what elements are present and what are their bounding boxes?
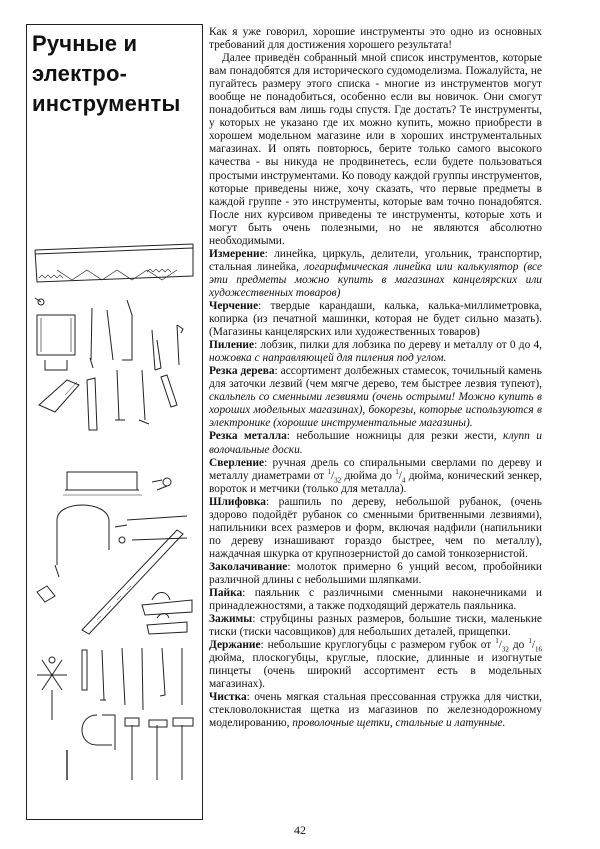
long-saw-drawing [37,530,183,634]
intro-paragraph-1 [209,26,542,52]
drilling-text-1: : ручная дрель со спиральными сверлами по дереву и металлу диаметрами от [209,456,542,482]
measuring-text: : линейка, циркуль, делители, угольник, транспортир, стальная линейка, [209,247,542,273]
drawing-text: : твердые карандаши, калька, калька-миллиметровка, копирка (из печатной машинки, которая не будет сильно мазать). (Магазины канцелярских или художественных товаров) [209,299,542,339]
grinding-heading: Шлифовка [209,495,266,508]
measuring-optional: логарифмическая линейка или калькулятор (все эти предметы можно купить в магазинах канцелярских или художественных товаров) [209,260,542,299]
fraction-numerator: 1 [528,637,532,646]
wood-cutting-text: : ассортимент долбежных стамесок, точильный камень для заточки лезвий (чем мягче дерево, тем быстрее лезвия тупеют), [209,365,542,391]
intro-text-2: Далее приведён собранный мной список инструментов, которые вам понадобятся для исторического судомоделизма. Пожалуйста, не пугайтесь размеру этого списка - многие из инструментов могут вообще не понадобиться, особенно если вы новичок. Они смогут понадобиться вам лишь годы спустя. Где достать? Те инструменты, у которых не указано где их можно купить, можно приобрести в хорошем модельном магазине или в хороших инструментальных магазинах. И опять повторюсь, берите только самого высокого качества - вы никуда не продвинетесь, если будете пользоваться простыми инструментами. Ко поводу каждой группы инструментов, которые приведены ниже, хочу сказать, что первые предметы в каждой группе - это инструменты, которые вам точно понадобятся. После них курсивом приведены те инструменты, которые хоть и могут быть очень полезными, но не являются абсолютно необходимыми. [209,52,542,247]
cleaning-text: : очень мягкая стальная прессованная стружка для чистки, стекловолокнистая щетка из магазинов по железнодорожному моделированию, [209,691,542,730]
measuring-heading: Измерение [209,247,265,260]
section-soldering [209,587,542,613]
planes-drawing [142,593,192,635]
fraction-denominator: 16 [535,645,542,654]
wood-cutting-optional: скальпель со сменными лезвиями (очень острыми! Можно купить в хороших модельных магазинах), бокорезы, которые используются в электронике (хорошие инструментальные магазины). [209,391,542,430]
metal-cutting-optional: клупп и волочальные доски. [209,430,542,456]
fret-saw-drawing [63,472,171,495]
section-cleaning [209,691,542,730]
nailing-text: : молоток примерно 6 унций весом, пробойники различной длины с небольшими шляпками. [209,560,542,586]
metal-cutting-text: : небольшие ножницы для резки жести, [286,430,504,443]
hammers-drawing [125,718,193,780]
section-sawing [209,339,542,365]
fraction-denominator: 32 [334,475,342,484]
title-line-1: Ручные и [32,31,138,56]
page-number: 42 [294,823,306,837]
section-wood-cutting [209,365,542,430]
fraction-denominator: 4 [401,475,406,484]
bow-saw-drawing [35,244,193,282]
section-nailing [209,561,542,587]
section-metal-cutting [209,430,542,456]
clamps-text: : струбцины разных размеров, большие тиски, маленькие тиски (тиски часовщиков) для небольших деталей, прищепки. [209,613,542,639]
sidebar-frame [26,24,203,820]
fraction-denominator: 32 [501,645,509,654]
intro-paragraph-2 [209,52,542,248]
cleaning-optional: проволочные щетки, стальные и латунные. [292,717,506,730]
holding-text-2: до [508,639,529,652]
article-body [209,26,542,731]
section-holding: Держание: небольшие круглогубцы с размером губок от $^1/_{32}$ до $^1/_{16}$ дюйма, плоскогубцы, круглые, плоские, длинные и изогнутые пинцеты (очень широкий ассортимент есть в модельных магазинах). [209,637,542,691]
hand-drill-drawing [37,657,67,720]
hand-saws-drawing [39,370,177,430]
holding-text-1: : небольшие круглогубцы с размером губок от [260,639,496,652]
metal-cutting-heading: Резка металла [209,430,287,443]
title-line-2: электро- [32,61,128,86]
sawing-text: : лобзик, пилки для лобзика по дереву и металлу от 0 до 4, [254,339,542,352]
clamp-drawing [67,715,115,780]
drilling-heading: Сверление [209,456,265,469]
clamps-heading: Зажимы [209,613,253,626]
sawing-optional: ножовка с направляющей для пиления под углом. [209,352,447,365]
section-clamps [209,613,542,639]
wood-cutting-heading: Резка дерева [209,365,275,378]
files-drawing [82,648,182,710]
fraction-numerator: 1 [327,467,331,476]
intro-text-1: Как я уже говорил, хорошие инструменты это одно из основных требований для достижения хорошего результата! [209,26,542,52]
drilling-text-3: дюйма, конический зенкер, вороток и метчики (только для металла). [209,469,542,495]
section-measuring [209,248,542,300]
drawing-heading: Черчение [209,299,259,312]
section-drilling: Сверление: ручная дрель со спиральными сверлами по дереву и металлу диаметрами от $^1/_{32}$ дюйма до $^1/_4$ дюйма, конический зенкер, вороток и метчики (только для металла). [209,456,542,495]
frame-saw-drawing [35,298,183,370]
drilling-text-2: дюйма до [341,469,396,482]
page-title [32,29,202,119]
soldering-heading: Пайка [209,587,243,600]
fraction-numerator: 1 [395,467,399,476]
grinding-text: : рашпиль по дереву, небольшой рубанок, (очень здорово подойдёт рубанок со сменными бритвенными лезвиями), напильники всех размеров и форм, включая надфили (напильники по дереву изнашивают гораздо быстрее, чем по металлу), наждачная шкурка от крупнозернистой до самой тонкозернистой. [209,495,542,560]
section-grinding [209,496,542,561]
soldering-text: : паяльник с различными сменными наконечниками и принадлежностями, а также подходящий держатель паяльника. [209,587,542,613]
tools-illustration [27,220,202,785]
section-drawing [209,300,542,339]
holding-text-3: дюйма, плоскогубцы, круглые, плоские, длинные и изогнутые пинцеты (очень широкий ассортимент есть в модельных магазинах). [209,652,542,691]
nailing-heading: Заколачивание [209,560,288,573]
sawing-heading: Пиление [209,339,255,352]
cleaning-heading: Чистка [209,691,247,704]
title-line-3: инструменты [32,91,181,116]
holding-heading: Держание [209,639,261,652]
fraction-numerator: 1 [495,637,499,646]
